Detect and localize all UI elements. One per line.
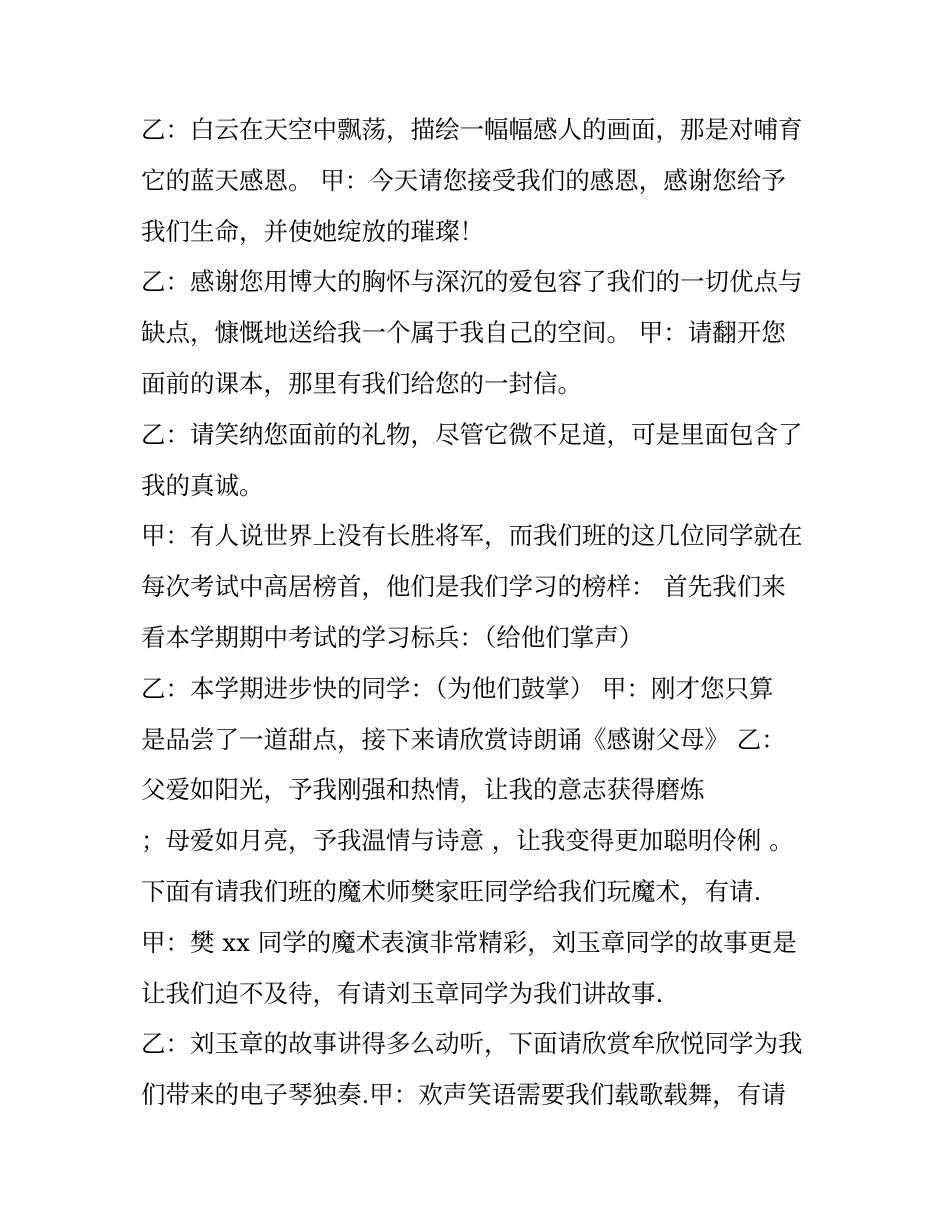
text-line-20: 们带来的电子琴独奏.甲：欢声笑语需要我们载歌载舞，有请 [141,1080,786,1110]
script-text-block [141,105,821,1121]
text-line-11: 看本学期期中考试的学习标兵：（给他们掌声） [141,622,644,652]
text-line-17: 甲：樊 xx 同学的魔术表演非常精彩，刘玉章同学的故事更是 [141,927,797,957]
text-line-18: 让我们迫不及待，有请刘玉章同学为我们讲故事. [141,978,664,1008]
text-line-12: 乙：本学期进步快的同学：（为他们鼓掌） 甲：刚才您只算 [141,673,774,703]
text-line-3: 我们生命，并使她绽放的璀璨！ [141,216,484,246]
text-line-10: 每次考试中高居榜首，他们是我们学习的榜样： 首先我们来 [141,572,786,602]
text-line-6: 面前的课本，那里有我们给您的一封信。 [141,368,582,398]
text-line-1: 乙：白云在天空中飘荡，描绘一幅幅感人的画面，那是对哺育 [141,115,803,144]
text-line-15: ；母爱如月亮，予我温情与诗意 ，让我变得更加聪明伶俐 。 [141,826,794,856]
text-line-19: 乙：刘玉章的故事讲得多么动听，下面请欣赏牟欣悦同学为我 [141,1029,803,1059]
text-line-4: 乙：感谢您用博大的胸怀与深沉的爱包容了我们的一切优点与 [141,267,803,297]
text-line-9: 甲：有人说世界上没有长胜将军，而我们班的这几位同学就在 [141,521,803,551]
text-line-8: 我的真诚。 [141,470,264,500]
text-line-2: 它的蓝天感恩。 甲：今天请您接受我们的感恩，感谢您给予 [141,165,786,195]
text-line-7: 乙：请笑纳您面前的礼物，尽管它微不足道，可是里面包含了 [141,419,803,449]
text-line-13: 是品尝了一道甜点，接下来请欣赏诗朗诵《感谢父母》 乙： [141,724,786,754]
text-line-14: 父爱如阳光，予我刚强和热情，让我的意志获得磨炼 [141,775,705,805]
text-line-5: 缺点，慷慨地送给我一个属于我自己的空间。 甲：请翻开您 [141,318,786,348]
text-line-16: 下面有请我们班的魔术师樊家旺同学给我们玩魔术，有请. [141,876,762,906]
